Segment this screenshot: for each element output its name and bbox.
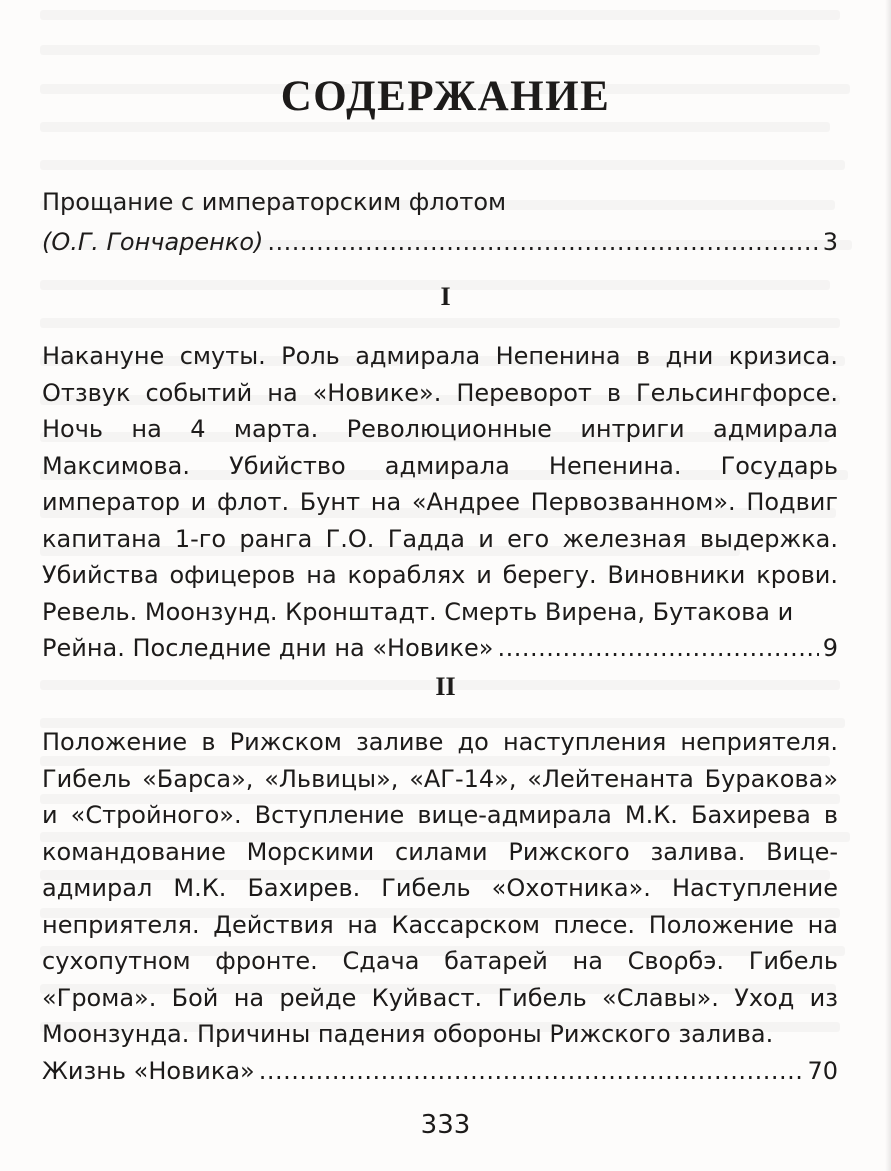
toc-entry-intro <box>42 182 838 262</box>
page-edge-shadow <box>885 0 891 1171</box>
toc-entry-section-1-text: Накануне смуты. Роль адмирала Непенина в дни кризиса. Отзвук событий на «Новике». Переворот в Гельсингфорсе. Ночь на 4 марта. Революционные интриги адмирала Максимова. Убийство адмирала Непенина. Государь император и флот. Бунт на «Андрее Первозванном». Подвиг капитана 1-го ранга Г.О. Гадда и его железная выдержка. Убийства офицеров на кораблях и берегу. Виновники крови. Ревель. Моонзунд. Кронштадт. Смерть Вирена, Бутакова и <box>42 342 838 626</box>
toc-entry-section-1-last-text: Рейна. Последние дни на «Новике» <box>42 634 494 662</box>
toc-leader-dots <box>259 1053 804 1090</box>
toc-entry-intro-author: (О.Г. Гончаренко) <box>42 228 264 256</box>
toc-entry-section-1-last-line <box>42 630 838 667</box>
toc-leader-dots <box>497 630 818 667</box>
section-numeral-2: II <box>435 672 456 701</box>
toc-entry-section-2-last-line <box>42 1053 838 1090</box>
toc-entry-section-2 <box>42 724 838 1089</box>
page-title: СОДЕРЖАНИЕ <box>280 73 611 120</box>
toc-entry-intro-page: 3 <box>822 228 838 256</box>
toc-entry-section-1-page: 9 <box>822 634 838 662</box>
toc-entry-intro-author-line <box>42 222 838 262</box>
toc-entry-section-1 <box>42 338 838 667</box>
toc-entry-intro-title: Прощание с императорским флотом <box>42 188 507 216</box>
toc-entry-section-2-last-text: Жизнь «Новика» <box>42 1056 255 1085</box>
section-numeral-1: I <box>440 282 451 311</box>
toc-entry-section-2-page: 70 <box>807 1056 838 1085</box>
toc-entry-section-2-text: Положение в Рижском заливе до наступления неприятеля. Гибель «Барса», «Львицы», «АГ-14», «Лейтенанта Буракова» и «Стройного». Вступление вице-адмирала М.К. Бахирева в командование Морскими силами Рижского залива. Вице-адмирал М.К. Бахирев. Гибель «Охотника». Наступление неприятеля. Действия на Кассарском плесе. Положение на сухопутном фронте. Сдача батарей на Свορбэ. Гибель «Грома». Бой на рейде Куйваст. Гибель «Славы». Уход из Моонзунда. Причины падения обороны Рижского залива. <box>42 728 838 1048</box>
toc-leader-dots <box>267 222 818 262</box>
page-number: 333 <box>420 1110 471 1140</box>
